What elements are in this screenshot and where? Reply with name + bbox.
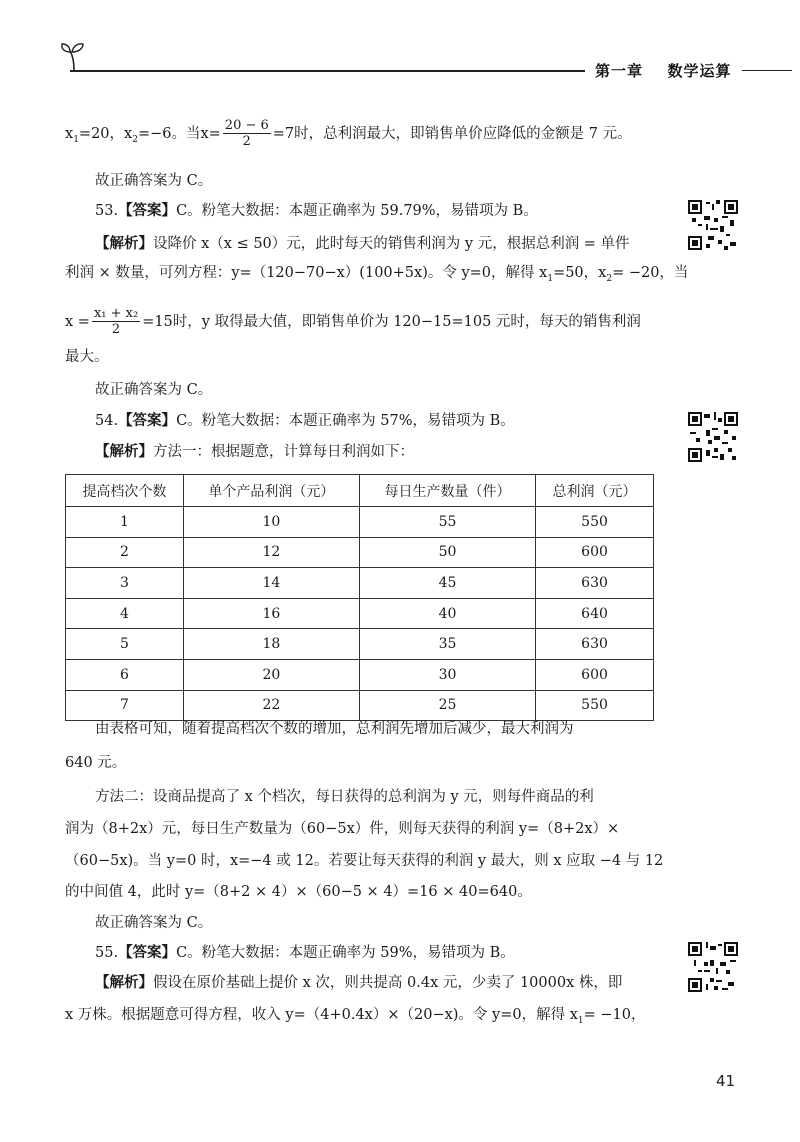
q53-analysis-line4: 最大。 [65,349,109,365]
table-cell: 25 [359,690,535,721]
q53-analysis-line1: 【解析】设降价 x（x ≤ 50）元，此时每天的销售利润为 y 元，根据总利润 = 单件 [95,235,630,252]
table-header-row [66,475,654,507]
q54-analysis-line4: 方法二：设商品提高了 x 个档次，每日获得的总利润为 y 元，则每件商品的利 [95,789,594,805]
profit-table [65,474,654,721]
table-cell: 550 [536,507,654,538]
table-cell: 5 [66,629,184,660]
line-x-result: $x_1=20$，$x_2=-6$。当x= $\frac{20 - 6}{2}$ =7时，总利润最大，即销售单价应降低的金额是 7 元。 [65,118,632,149]
q53-answer: 53.【答案】C。粉笔大数据：本题正确率为 59.79%，易错项为 B。 [95,202,538,219]
qr-code-q55[interactable] [688,942,738,992]
table-cell: 16 [183,598,359,629]
table-cell: 600 [536,659,654,690]
table-cell: 30 [359,659,535,690]
table-cell: 630 [536,568,654,599]
q55-answer: 55.【答案】C。粉笔大数据：本题正确率为 59%，易错项为 B。 [95,944,515,961]
table-row [66,659,654,690]
table-cell: 12 [183,537,359,568]
table-row [66,568,654,599]
q54-analysis-line3: 640 元。 [65,755,127,771]
table-cell: 640 [536,598,654,629]
table-cell: 14 [183,568,359,599]
table-cell: 7 [66,690,184,721]
section-label: 数学运算 [667,62,732,80]
q54-analysis-line7: 的中间值 4，此时 y=（8+2 × 4）×（60−5 × 4）=16 × 40=640。 [65,884,532,900]
q53-analysis-line2: 利润 × 数量，可列方程：y=（120−70−x）(100+5x)。令 y=0，解得 $x_1=50$，$x_2= -20$，当 [65,265,689,284]
table-cell: 2 [66,537,184,568]
answer-line-52: 故正确答案为 C。 [95,173,213,189]
table-cell: 550 [536,690,654,721]
table-cell: 600 [536,537,654,568]
q53-correct-answer: 故正确答案为 C。 [95,382,213,398]
table-cell: 10 [183,507,359,538]
qr-code-q53[interactable] [688,200,738,250]
chapter-title [595,60,732,81]
q53-analysis-line3: x = $\frac{\text{x₁ + x₂}}{2}$ =15时，y 取得最大值，即销售单价为 120−15=105 元时，每天的销售利润 [65,306,641,337]
header-rule-right [742,70,792,71]
table-cell: 20 [183,659,359,690]
fraction-x1-x2: $\frac{\text{x₁ + x₂}}{2}$ [93,306,139,337]
table-cell: 50 [359,537,535,568]
sprout-logo [58,40,92,74]
header-rule-left [70,70,585,72]
table-cell: 22 [183,690,359,721]
q54-analysis-line5: 润为（8+2x）元，每日生产数量为（60−5x）件，则每天获得的利润 y=（8+2x）× [65,821,620,837]
table-header-cell: 单个产品利润（元） [183,475,359,507]
table-cell: 55 [359,507,535,538]
table-cell: 40 [359,598,535,629]
q55-analysis-line1: 【解析】假设在原价基础上提价 x 次，则共提高 0.4x 元，少卖了 10000x 株，即 [95,974,623,991]
table-cell: 630 [536,629,654,660]
q54-analysis-line2: 由表格可知，随着提高档次个数的增加，总利润先增加后减少，最大利润为 [95,721,574,737]
q54-correct-answer: 故正确答案为 C。 [95,915,213,931]
table-header-cell: 总利润（元） [536,475,654,507]
q54-analysis-line6: （60−5x)。当 y=0 时，x=−4 或 12。若要让每天获得的利润 y 最大，则 x 应取 −4 与 12 [65,853,664,869]
table-row [66,537,654,568]
fraction-20-6: $\frac{20 - 6}{2}$ [224,118,269,149]
qr-code-q54[interactable] [688,412,738,462]
table-header-cell: 提高档次个数 [66,475,184,507]
q55-analysis-line2: x 万株。根据题意可得方程，收入 y=（4+0.4x）×（20−x)。令 y=0，解得 $x_1= -10$， [65,1007,646,1026]
q54-answer: 54.【答案】C。粉笔大数据：本题正确率为 57%，易错项为 B。 [95,412,515,429]
table-row [66,629,654,660]
table-cell: 45 [359,568,535,599]
table-cell: 6 [66,659,184,690]
table-row [66,690,654,721]
page-number: 41 [716,1072,736,1090]
chapter-label: 第一章 [595,62,644,80]
q54-analysis-line1: 【解析】方法一：根据题意，计算每日利润如下： [95,443,414,460]
table-row [66,598,654,629]
table-cell: 35 [359,629,535,660]
table-cell: 1 [66,507,184,538]
table-cell: 18 [183,629,359,660]
table-cell: 3 [66,568,184,599]
table-header-cell: 每日生产数量（件） [359,475,535,507]
table-row [66,507,654,538]
table-cell: 4 [66,598,184,629]
